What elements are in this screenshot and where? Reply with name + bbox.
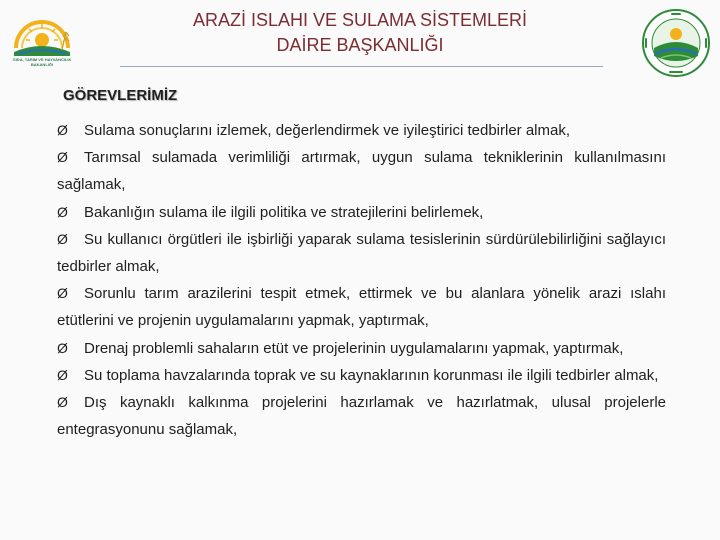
arrow-bullet-icon: Ø xyxy=(57,339,68,356)
department-seal-logo xyxy=(641,8,711,78)
list-item xyxy=(57,362,666,389)
section-heading: GÖREVLERİMİZ xyxy=(63,87,178,104)
list-item-text: Sorunlu tarım arazilerini tespit etmek, ettirmek ve bu alanlara yönelik arazi ıslahı etütlerini ve projenin uygulamalarını yapmak, yaptırmak, xyxy=(57,285,666,330)
list-item xyxy=(57,199,666,226)
page-title xyxy=(120,8,600,58)
logo-caption: GIDA, TARIM VE HAYVANCILIK BAKANLIĞI xyxy=(12,57,72,67)
list-item-text: Su kullanıcı örgütleri ile işbirliği yaparak sulama tesislerinin sürdürülebilirliğini sağlayıcı tedbirler almak, xyxy=(57,230,666,276)
ministry-logo xyxy=(6,10,78,72)
arrow-bullet-icon: Ø xyxy=(57,122,68,138)
arrow-bullet-icon: Ø xyxy=(57,285,68,302)
sun-field-logo-icon xyxy=(6,10,78,58)
arrow-bullet-icon: Ø xyxy=(57,203,68,220)
list-item xyxy=(57,280,666,334)
list-item-text: Su toplama havzalarında toprak ve su kaynaklarının korunması ile ilgili tedbirler almak, xyxy=(84,366,659,384)
list-item xyxy=(57,117,666,144)
list-item-text: Bakanlığın sulama ile ilgili politika ve stratejilerini belirlemek, xyxy=(84,203,484,221)
list-item-text: Sulama sonuçlarını izlemek, değerlendirmek ve iyileştirici tedbirler almak, xyxy=(84,122,571,139)
list-item-text: Dış kaynaklı kalkınma projelerini hazırlamak ve hazırlatmak, ulusal projelerle entegrasyonunu sağlamak, xyxy=(57,394,666,439)
arrow-bullet-icon: Ø xyxy=(57,366,68,383)
arrow-bullet-icon: Ø xyxy=(57,394,68,411)
seal-icon xyxy=(641,8,711,78)
list-item-text: Tarımsal sulamada verimliliği artırmak, uygun sulama tekniklerinin kullanılmasını sağlamak, xyxy=(57,149,666,194)
arrow-bullet-icon: Ø xyxy=(57,230,68,247)
list-item xyxy=(57,226,666,280)
list-item xyxy=(57,144,666,198)
list-item xyxy=(57,335,666,362)
arrow-bullet-icon: Ø xyxy=(57,149,68,166)
title-line-2: DAİRE BAŞKANLIĞI xyxy=(276,35,444,55)
header-divider xyxy=(120,66,603,67)
list-item-text: Drenaj problemli sahaların etüt ve projelerinin uygulamalarını yapmak, yaptırmak, xyxy=(84,339,624,357)
title-line-1: ARAZİ ISLAHI VE SULAMA SİSTEMLERİ xyxy=(192,10,528,30)
list-item xyxy=(57,389,666,443)
duties-list xyxy=(57,117,666,443)
